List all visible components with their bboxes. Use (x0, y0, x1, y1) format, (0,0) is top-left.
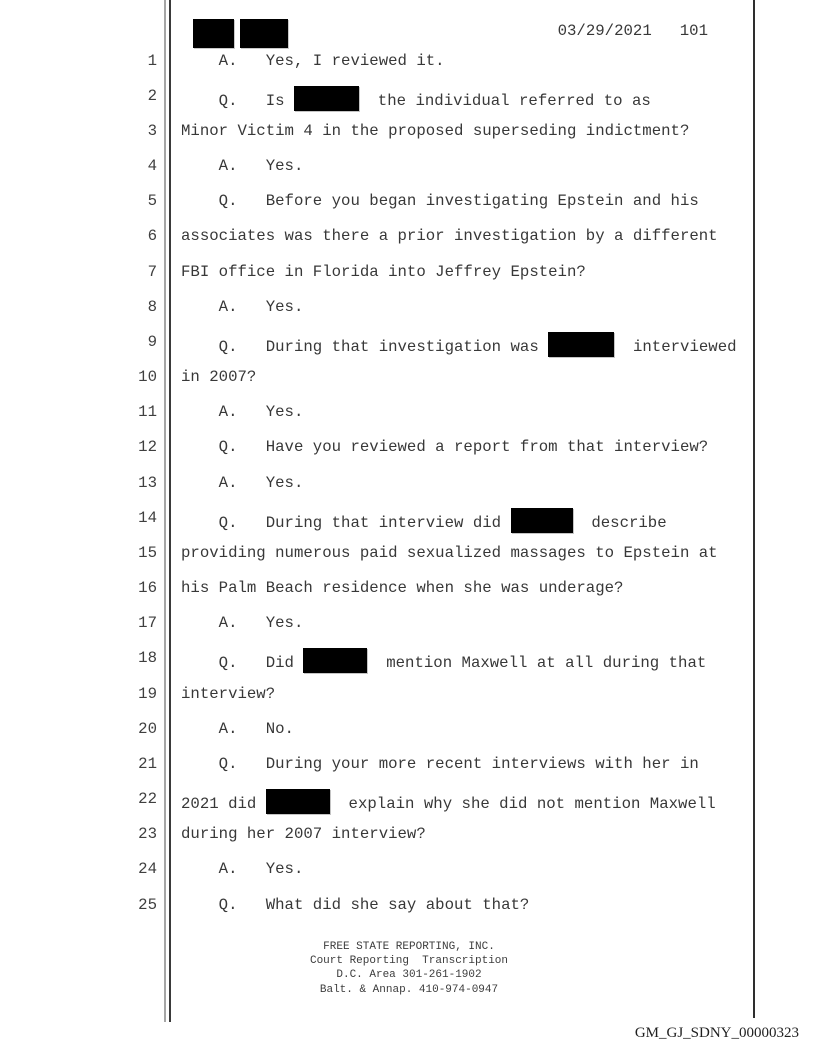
header-page-number: 101 (679, 22, 708, 40)
line-number: 1 (147, 51, 157, 70)
line-text: Q. During that interview did describe (181, 508, 786, 533)
transcript-line (0, 332, 816, 356)
line-number: 8 (147, 297, 157, 316)
transcript-line (0, 437, 816, 461)
footer-line: Court Reporting Transcription (309, 955, 509, 968)
inline-redaction-block (266, 789, 330, 814)
line-text: in 2007? (181, 368, 257, 387)
line-number: 7 (147, 262, 157, 281)
line-text: A. Yes. (181, 403, 304, 422)
line-text: A. No. (181, 719, 294, 738)
transcript-line (0, 613, 816, 637)
inline-redaction-block (294, 86, 359, 111)
line-number: 22 (138, 790, 157, 809)
line-text: associates was there a prior investigation by a different (181, 227, 718, 246)
transcript-line (0, 508, 816, 532)
transcript-line (0, 473, 816, 497)
footer-line: FREE STATE REPORTING, INC. (323, 941, 495, 953)
transcript-line (0, 859, 816, 883)
line-text: A. Yes. (181, 473, 304, 492)
transcript-line (0, 86, 816, 110)
line-number: 11 (138, 403, 157, 422)
line-text: Q. Is the individual referred to as (181, 86, 786, 111)
line-number: 16 (138, 579, 157, 598)
line-number: 2 (147, 86, 157, 105)
line-text: Q. Have you reviewed a report from that interview? (181, 438, 709, 457)
footer-line: Balt. & Annap. 410-974-0947 (319, 983, 499, 996)
line-text: his Palm Beach residence when she was underage? (181, 579, 624, 598)
line-text: A. Yes, I reviewed it. (181, 51, 445, 70)
line-text: during her 2007 interview? (181, 825, 426, 844)
reporter-footer (181, 940, 637, 997)
transcript-line (0, 578, 816, 602)
line-text: interview? (181, 684, 276, 703)
line-number: 24 (138, 860, 157, 879)
line-number: 9 (147, 332, 157, 351)
line-text: A. Yes. (181, 157, 304, 175)
transcript-line (0, 754, 816, 778)
transcript-line (0, 543, 816, 567)
line-text: providing numerous paid sexualized massages to Epstein at (181, 543, 718, 562)
footer-line: D.C. Area 301-261-1902 (336, 969, 482, 982)
transcript-line (0, 297, 816, 321)
transcript-line (0, 51, 816, 75)
transcript-line (0, 895, 816, 919)
line-text: FBI office in Florida into Jeffrey Epstein? (181, 262, 586, 281)
transcript-line (0, 262, 816, 286)
line-text: Q. Did mention Maxwell at all during that (181, 648, 786, 673)
transcript-line (0, 789, 816, 813)
line-number: 3 (147, 121, 157, 140)
inline-redaction-block (548, 332, 614, 357)
inline-redaction-block (511, 508, 573, 533)
line-text: 2021 did explain why she did not mention Maxwell (181, 789, 786, 814)
line-text: Q. What did she say about that? (181, 895, 530, 914)
line-number: 17 (138, 614, 157, 633)
line-number: 23 (138, 825, 157, 844)
line-number: 10 (138, 368, 157, 387)
line-text: Minor Victim 4 in the proposed superseding indictment? (181, 121, 690, 140)
line-number: 18 (138, 649, 157, 668)
line-number: 15 (138, 543, 157, 562)
transcript-line (0, 226, 816, 250)
header-date: 03/29/2021 (557, 22, 652, 40)
line-number: 14 (138, 508, 157, 527)
bates-number: GM_GJ_SDNY_00000323 (634, 1025, 799, 1041)
inline-redaction-block (303, 648, 367, 673)
transcript-line (0, 684, 816, 708)
line-number: 13 (138, 473, 157, 492)
line-text: A. Yes. (181, 614, 304, 633)
transcript-line (0, 191, 816, 215)
line-text: A. Yes. (181, 297, 304, 316)
line-number: 21 (138, 754, 157, 773)
line-text: Q. Before you began investigating Epstein and his (181, 192, 699, 211)
line-number: 19 (138, 684, 157, 703)
line-text: A. Yes. (181, 860, 304, 879)
transcript-line (0, 824, 816, 848)
line-number: 6 (147, 227, 157, 246)
line-number: 4 (147, 157, 157, 175)
transcript-line (0, 156, 816, 180)
line-number: 25 (138, 895, 157, 914)
line-number: 5 (147, 192, 157, 211)
transcript-line (0, 402, 816, 426)
line-number: 12 (138, 438, 157, 457)
line-text: Q. During your more recent interviews with her in (181, 754, 699, 773)
line-text: Q. During that investigation was interviewed (181, 332, 786, 357)
transcript-line (0, 719, 816, 743)
transcript-line (0, 367, 816, 391)
line-number: 20 (138, 719, 157, 738)
transcript-line (0, 648, 816, 672)
transcript-line (0, 121, 816, 145)
